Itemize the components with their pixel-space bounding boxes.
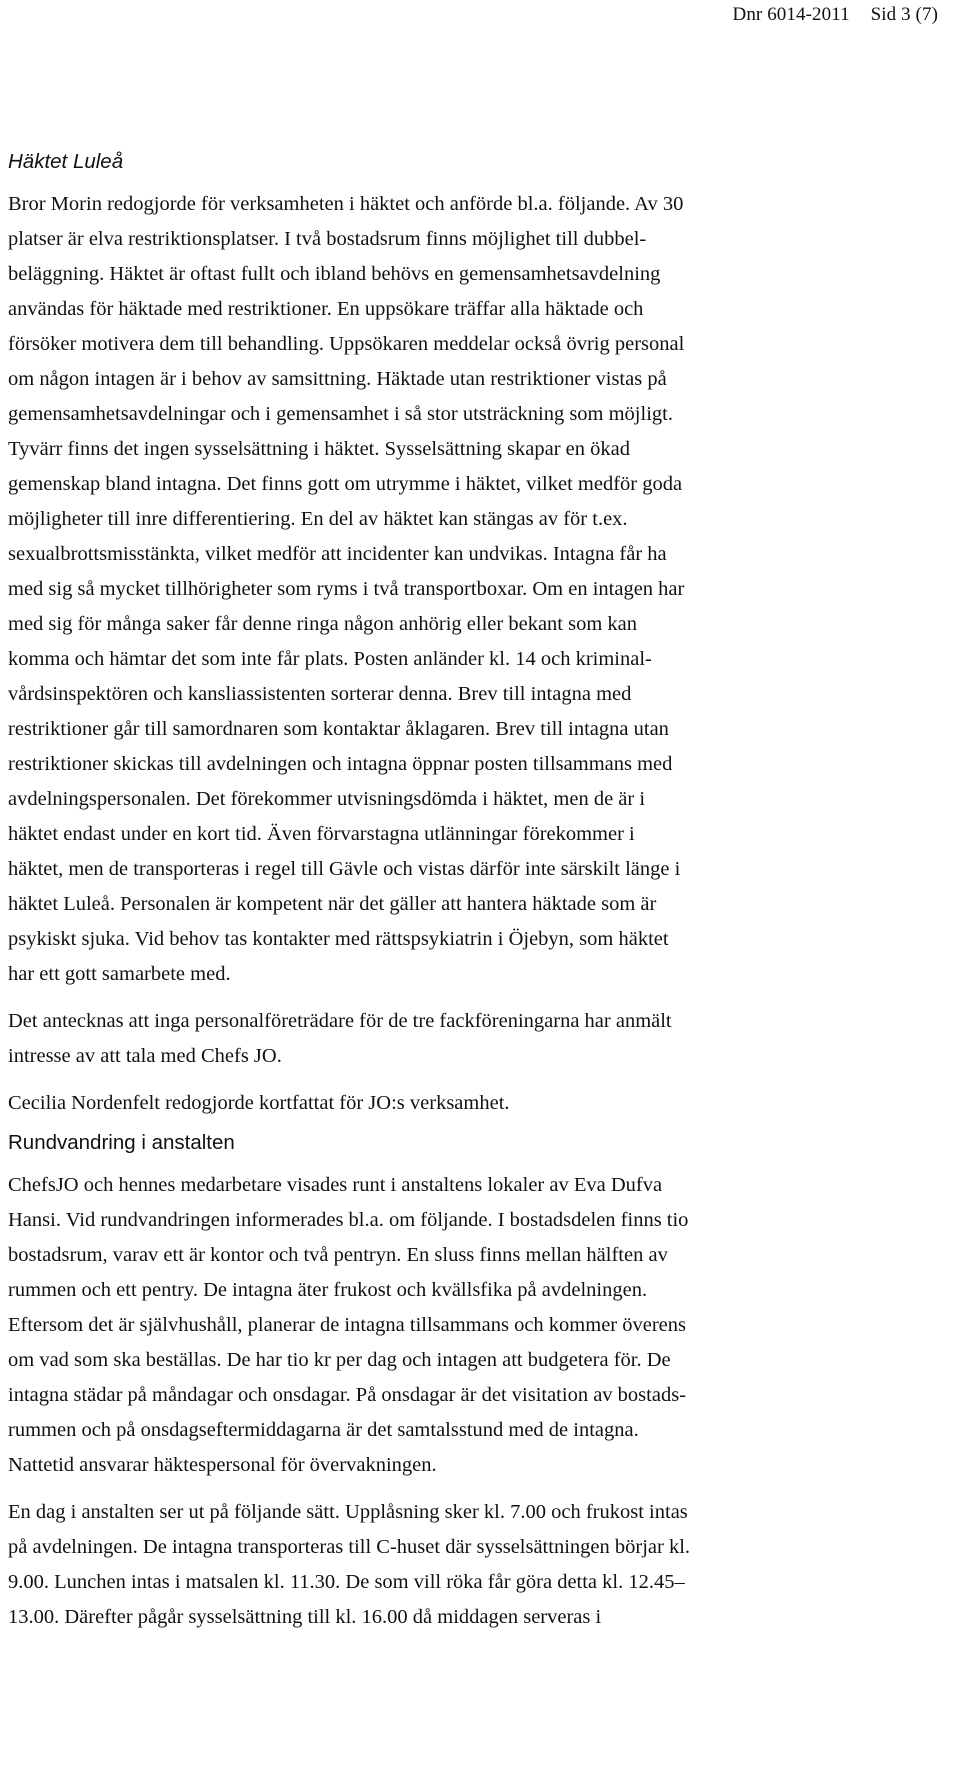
paragraph-dag-i-anstalten: En dag i anstalten ser ut på följande sätt. Upplåsning sker kl. 7.00 och frukost intas på avdelningen. De intagna transporteras till C-huset där sysselsättningen börjar kl. 9.00. Lunchen intas i matsalen kl. 11.30. De som vill röka får göra detta kl. 12.45– 13.00. Därefter pågår sysselsättning till kl. 16.00 då middagen serveras i [8,1501,691,1628]
section-heading-rundvandring: Rundvandring i anstalten [8,1131,235,1154]
document-number: Dnr 6014-2011 [732,4,850,25]
document-body [8,148,928,1635]
section-heading-haktet-lulea: Häktet Luleå [8,150,124,173]
paragraph-personalforetradare: Det antecknas att inga personalföreträdare för de tre fackföreningarna har anmält intresse av att tala med Chefs JO. [8,1010,672,1067]
paragraph-rundvandring: ChefsJO och hennes medarbetare visades runt i anstaltens lokaler av Eva Dufva Hansi. Vid rundvandringen informerades bl.a. om följande. I bostadsdelen finns tio bostadsrum, varav ett är kontor och två pentryn. En sluss finns mellan hälften av rummen och ett pentry. De intagna äter frukost och kvällsfika på avdelningen. Eftersom det är självhushåll, planerar de intagna tillsammans och kommer överens om vad som ska beställas. De har tio kr per dag och intagen att budgetera för. De intagna städar på måndagar och onsdagar. På onsdagar är det visitation av bostads- rummen och på onsdagseftermiddagarna är det samtalsstund med de intagna. Nattetid ansvarar häktespersonal för övervakningen. [8,1174,689,1476]
page-number: Sid 3 (7) [870,4,938,25]
paragraph-jo-verksamhet: Cecilia Nordenfelt redogjorde kortfattat för JO:s verksamhet. [8,1092,510,1114]
page-header [733,4,939,26]
paragraph-haktet-lulea: Bror Morin redogjorde för verksamheten i häktet och anförde bl.a. följande. Av 30 platser är elva restriktionsplatser. I två bostadsrum finns möjlighet till dubbel- beläggning. Häktet är oftast fullt och ibland behövs en gemensamhetsavdelning användas för häktade med restriktioner. En uppsökare träffar alla häktade och försöker motivera dem till behandling. Uppsökaren meddelar också övrig personal om någon intagen är i behov av samsittning. Häktade utan restriktioner vistas på gemensamhetsavdelningar och i gemensamhet i så stor utsträckning som möjligt. Tyvärr finns det ingen sysselsättning i häktet. Sysselsättning skapar en ökad gemenskap bland intagna. Det finns gott om utrymme i häktet, vilket medför goda möjligheter till inre differentiering. En del av häktet kan stängas av för t.ex. sexualbrottsmisstänkta, vilket medför att incidenter kan undvikas. Intagna får ha med sig så mycket tillhörigheter som ryms i två transportboxar. Om en intagen har med sig för många saker får denne ringa någon anhörig eller bekant som kan komma och hämtar det som inte får plats. Posten anländer kl. 14 och kriminal- vårdsinspektören och kansliassistenten sorterar denna. Brev till intagna med restriktioner går till samordnaren som kontaktar åklagaren. Brev till intagna utan restriktioner skickas till avdelningen och intagna öppnar posten tillsammans med avdelningspersonalen. Det förekommer utvisningsdömda i häktet, men de är i häktet endast under en kort tid. Även förvarstagna utlänningar förekommer i häktet, men de transporteras i regel till Gävle och vistas därför inte särskilt länge i häktet Luleå. Personalen är kompetent när det gäller att hantera häktade som är psykiskt sjuka. Vid behov tas kontakter med rättspsykiatrin i Öjebyn, som häktet har ett gott samarbete med. [8,193,685,985]
